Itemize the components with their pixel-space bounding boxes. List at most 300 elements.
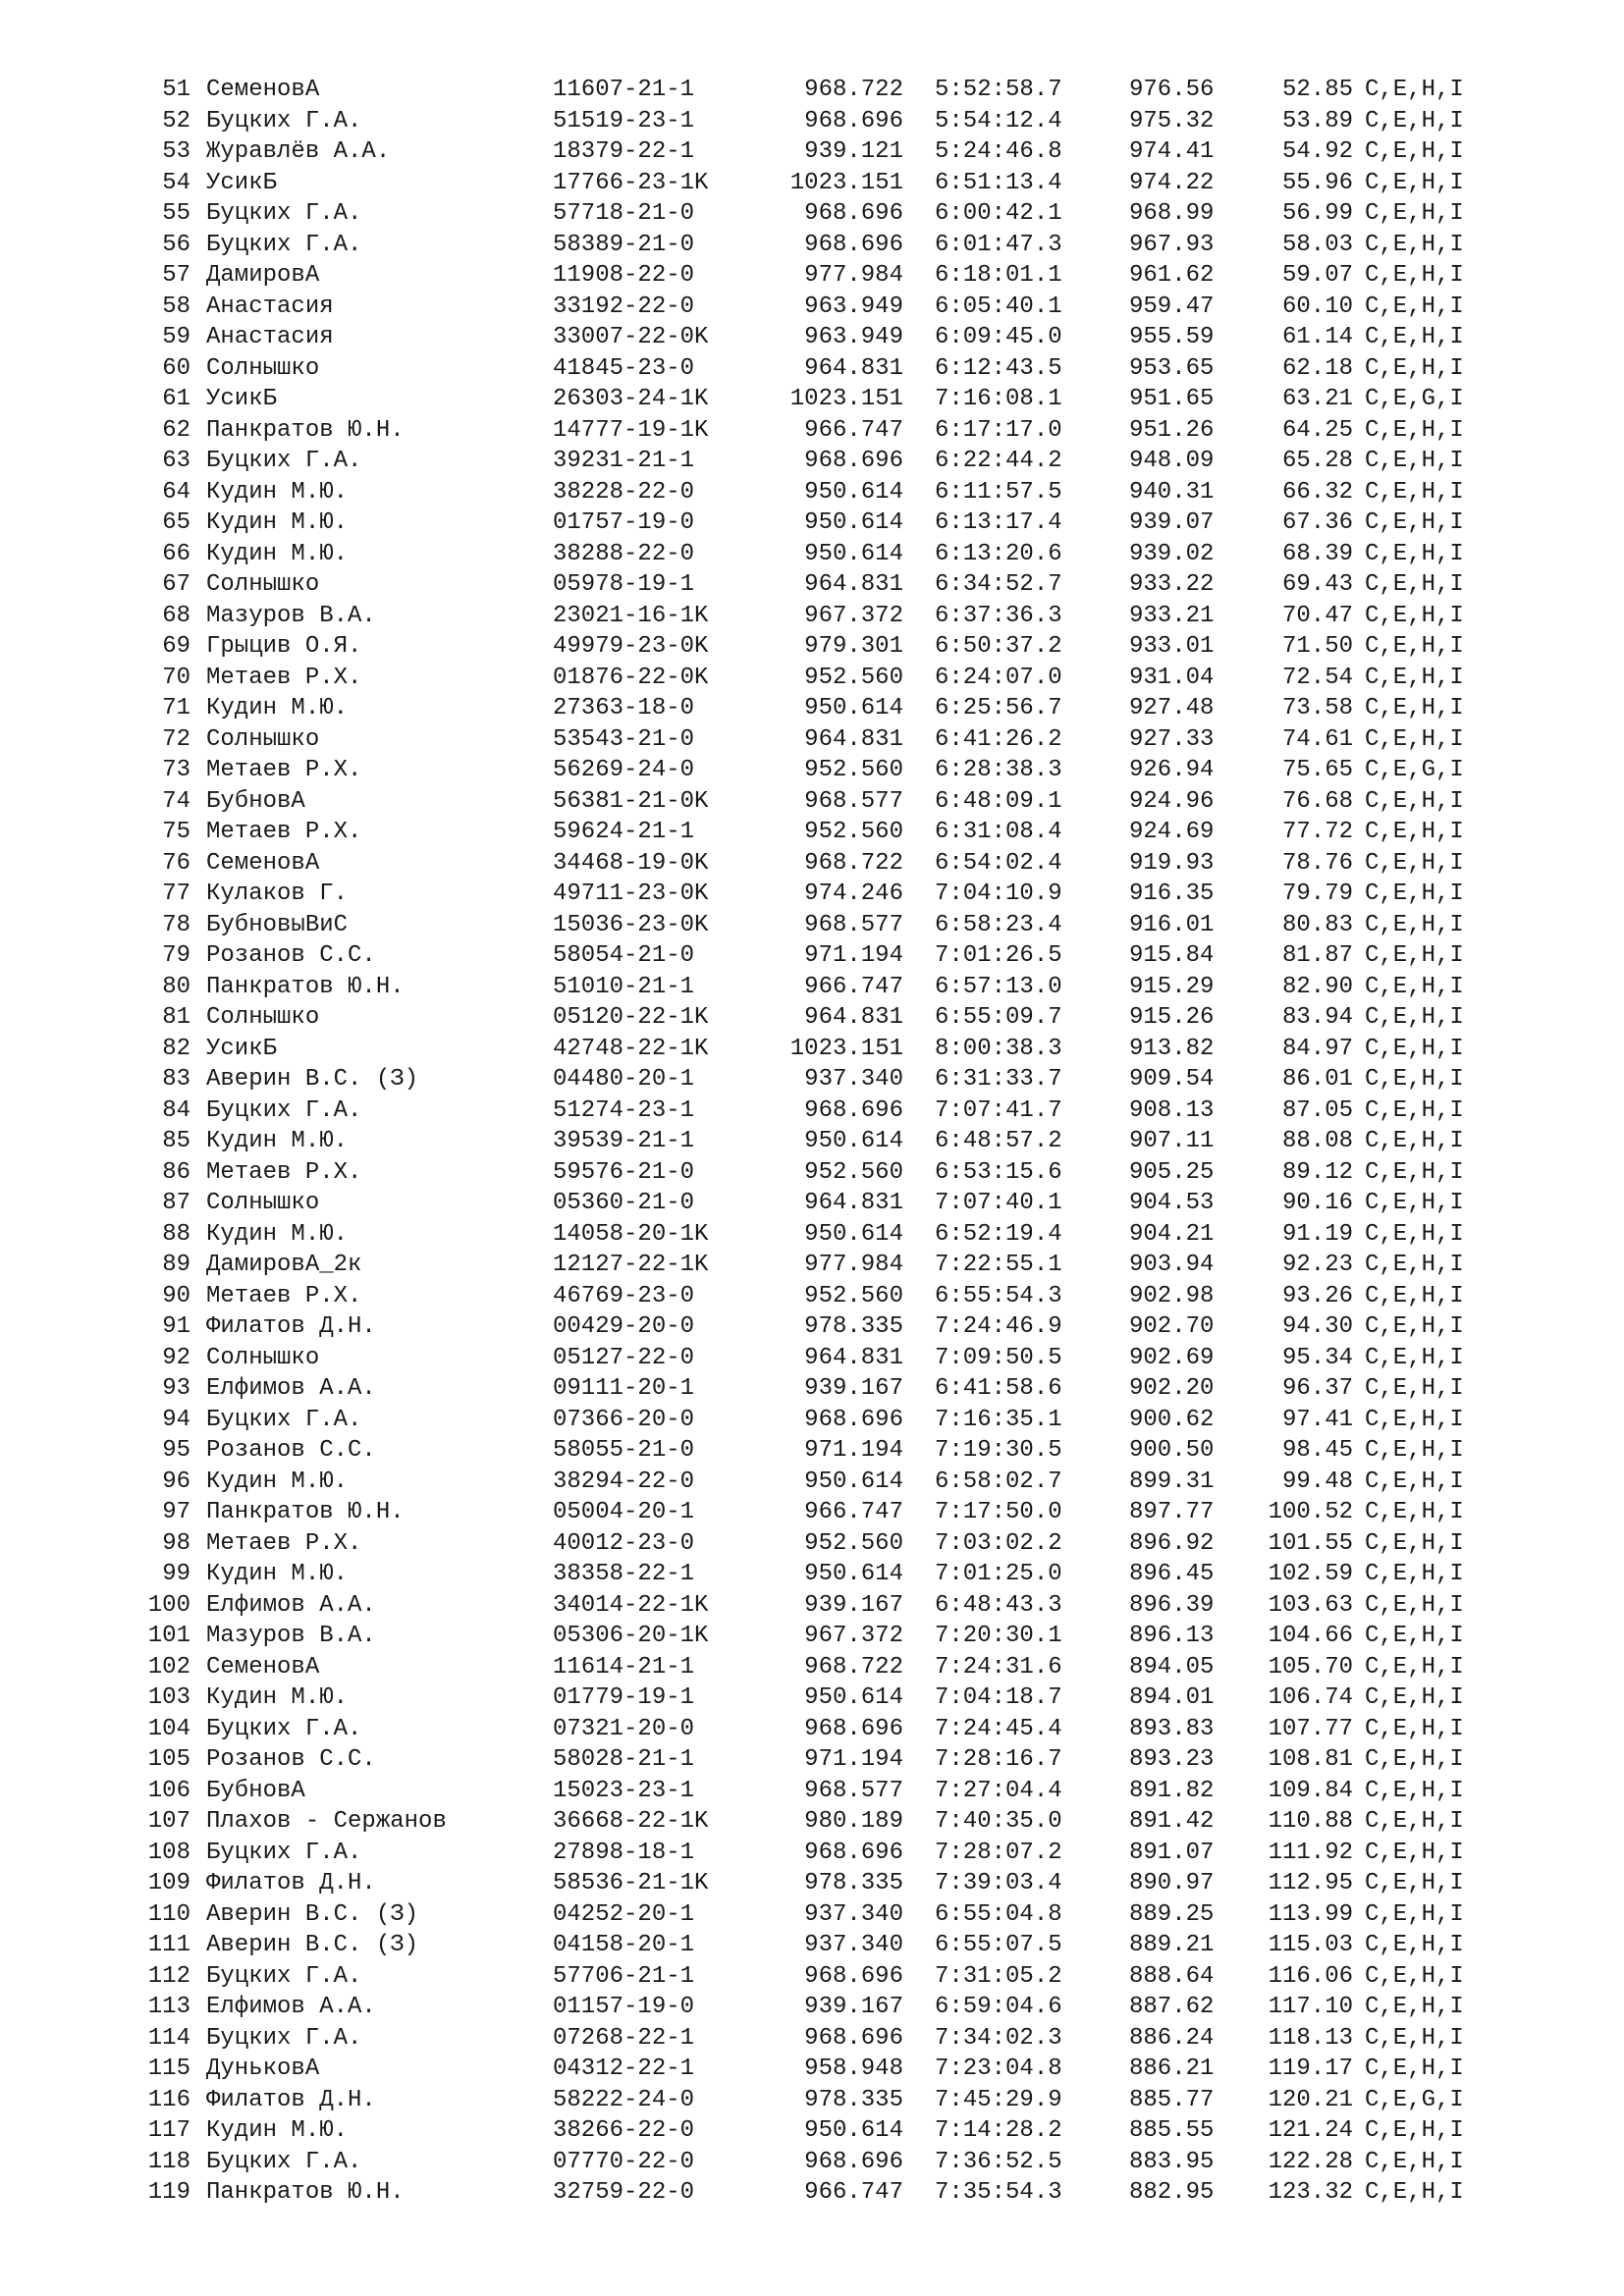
speed-value: 899.31 — [1129, 1468, 1215, 1495]
distance-value: 958.948 — [804, 2056, 903, 2082]
table-row — [0, 601, 1624, 632]
flight-time: 6:31:08.4 — [935, 819, 1062, 845]
speed-value: 904.53 — [1129, 1190, 1215, 1216]
table-row — [0, 631, 1624, 663]
speed-value: 891.42 — [1129, 1808, 1215, 1835]
speed-value: 896.39 — [1129, 1591, 1215, 1619]
class-codes: C,E,H,I — [1365, 200, 1464, 227]
flight-time: 6:13:20.6 — [935, 540, 1062, 567]
place-number: 80 — [162, 973, 190, 1000]
place-number: 65 — [162, 509, 190, 536]
ring-number: 38358-22-1 — [553, 1561, 695, 1587]
place-number: 68 — [162, 602, 190, 629]
participant-name: СеменовА — [206, 849, 320, 877]
class-codes: C,E,H,I — [1365, 849, 1464, 877]
distance-value: 980.189 — [804, 1808, 903, 1835]
place-number: 57 — [162, 262, 190, 289]
ring-number: 00429-20-0 — [553, 1313, 695, 1340]
table-row — [0, 1838, 1624, 1869]
speed-value: 967.93 — [1129, 231, 1215, 258]
class-codes: C,E,H,I — [1365, 1962, 1464, 1990]
table-row — [0, 2177, 1624, 2209]
table-row — [0, 910, 1624, 941]
flight-time: 7:04:18.7 — [935, 1684, 1062, 1711]
place-number: 112 — [147, 1962, 190, 1990]
class-codes: C,E,H,I — [1365, 1437, 1464, 1464]
place-number: 87 — [162, 1190, 190, 1216]
speed-value: 953.65 — [1129, 354, 1215, 382]
points-value: 81.87 — [1281, 942, 1353, 969]
table-row — [0, 1744, 1624, 1776]
class-codes: C,E,H,I — [1365, 2179, 1464, 2206]
ring-number: 12127-22-1K — [553, 1252, 709, 1278]
points-value: 75.65 — [1281, 757, 1353, 783]
place-number: 63 — [162, 448, 190, 474]
table-row — [0, 1064, 1624, 1095]
speed-value: 974.41 — [1129, 138, 1215, 165]
speed-value: 909.54 — [1129, 1066, 1215, 1093]
place-number: 82 — [162, 1035, 190, 1062]
participant-name: Метаев Р.Х. — [206, 819, 362, 845]
ring-number: 15036-23-0K — [553, 911, 709, 938]
points-value: 82.90 — [1281, 973, 1353, 1000]
distance-value: 977.984 — [804, 1252, 903, 1278]
participant-name: Мазуров В.А. — [206, 602, 376, 629]
flight-time: 7:03:02.2 — [935, 1529, 1062, 1557]
results-table — [0, 75, 1624, 2209]
place-number: 106 — [147, 1777, 190, 1804]
participant-name: Метаев Р.Х. — [206, 1529, 362, 1557]
ring-number: 04312-22-1 — [553, 2056, 695, 2082]
speed-value: 916.01 — [1129, 911, 1215, 938]
place-number: 100 — [147, 1591, 190, 1619]
speed-value: 955.59 — [1129, 324, 1215, 350]
ring-number: 15023-23-1 — [553, 1777, 695, 1804]
speed-value: 976.56 — [1129, 77, 1215, 103]
speed-value: 926.94 — [1129, 757, 1215, 783]
speed-value: 896.92 — [1129, 1529, 1215, 1557]
ring-number: 14058-20-1K — [553, 1220, 709, 1248]
place-number: 59 — [162, 324, 190, 350]
speed-value: 975.32 — [1129, 107, 1215, 134]
speed-value: 886.21 — [1129, 2056, 1215, 2082]
ring-number: 07366-20-0 — [553, 1406, 695, 1433]
class-codes: C,E,H,I — [1365, 1900, 1464, 1928]
table-row — [0, 1652, 1624, 1683]
ring-number: 04158-20-1 — [553, 1932, 695, 1958]
participant-name: СеменовА — [206, 77, 320, 103]
speed-value: 890.97 — [1129, 1870, 1215, 1896]
speed-value: 894.01 — [1129, 1684, 1215, 1711]
ring-number: 58055-21-0 — [553, 1437, 695, 1464]
class-codes: C,E,H,I — [1365, 633, 1464, 660]
points-value: 78.76 — [1281, 849, 1353, 877]
speed-value: 915.26 — [1129, 1004, 1215, 1031]
ring-number: 11614-21-1 — [553, 1653, 695, 1681]
speed-value: 889.25 — [1129, 1900, 1215, 1928]
class-codes: C,E,H,I — [1365, 1252, 1464, 1278]
participant-name: УсикБ — [206, 169, 278, 196]
flight-time: 6:59:04.6 — [935, 1994, 1062, 2020]
distance-value: 950.614 — [804, 1468, 903, 1495]
speed-value: 940.31 — [1129, 478, 1215, 506]
class-codes: C,E,H,I — [1365, 2117, 1464, 2144]
points-value: 92.23 — [1281, 1252, 1353, 1278]
place-number: 90 — [162, 1282, 190, 1309]
points-value: 87.05 — [1281, 1096, 1353, 1124]
ring-number: 14777-19-1K — [553, 416, 709, 444]
points-value: 112.95 — [1268, 1870, 1353, 1896]
participant-name: Метаев Р.Х. — [206, 757, 362, 783]
flight-time: 7:24:45.4 — [935, 1715, 1062, 1742]
ring-number: 57706-21-1 — [553, 1962, 695, 1990]
participant-name: Буцких Г.А. — [206, 1962, 362, 1990]
participant-name: Кулаков Г. — [206, 881, 349, 907]
participant-name: Буцких Г.А. — [206, 231, 362, 258]
place-number: 116 — [147, 2086, 190, 2113]
points-value: 122.28 — [1268, 2148, 1353, 2175]
participant-name: Буцких Г.А. — [206, 2024, 362, 2052]
distance-value: 967.372 — [804, 602, 903, 629]
participant-name: Панкратов Ю.Н. — [206, 1499, 405, 1525]
flight-time: 7:07:40.1 — [935, 1190, 1062, 1216]
class-codes: C,E,H,I — [1365, 973, 1464, 1000]
points-value: 86.01 — [1281, 1066, 1353, 1093]
distance-value: 978.335 — [804, 1313, 903, 1340]
class-codes: C,E,H,I — [1365, 1591, 1464, 1619]
speed-value: 883.95 — [1129, 2148, 1215, 2175]
class-codes: C,E,H,I — [1365, 1932, 1464, 1958]
distance-value: 1023.151 — [789, 169, 903, 196]
participant-name: Кудин М.Ю. — [206, 540, 349, 567]
points-value: 111.92 — [1268, 1839, 1353, 1866]
flight-time: 5:52:58.7 — [935, 77, 1062, 103]
place-number: 111 — [147, 1932, 190, 1958]
table-row — [0, 569, 1624, 601]
participant-name: Солнышко — [206, 725, 320, 753]
participant-name: Филатов Д.Н. — [206, 2086, 376, 2113]
participant-name: Анастасия — [206, 293, 334, 320]
ring-number: 01876-22-0K — [553, 664, 709, 691]
distance-value: 966.747 — [804, 416, 903, 444]
table-row — [0, 1157, 1624, 1189]
ring-number: 59624-21-1 — [553, 819, 695, 845]
table-row — [0, 2054, 1624, 2085]
class-codes: C,E,H,I — [1365, 787, 1464, 815]
table-row — [0, 1621, 1624, 1652]
speed-value: 889.21 — [1129, 1932, 1215, 1958]
distance-value: 967.372 — [804, 1623, 903, 1649]
participant-name: Розанов С.С. — [206, 1746, 376, 1773]
distance-value: 937.340 — [804, 1066, 903, 1093]
points-value: 54.92 — [1281, 138, 1353, 165]
place-number: 91 — [162, 1313, 190, 1340]
class-codes: C,E,H,I — [1365, 416, 1464, 444]
distance-value: 968.696 — [804, 448, 903, 474]
place-number: 73 — [162, 757, 190, 783]
place-number: 71 — [162, 695, 190, 721]
flight-time: 6:22:44.2 — [935, 448, 1062, 474]
class-codes: C,E,H,I — [1365, 107, 1464, 134]
participant-name: БубновА — [206, 1777, 305, 1804]
flight-time: 6:55:04.8 — [935, 1900, 1062, 1928]
table-row — [0, 1126, 1624, 1157]
speed-value: 968.99 — [1129, 200, 1215, 227]
ring-number: 41845-23-0 — [553, 354, 695, 382]
speed-value: 894.05 — [1129, 1653, 1215, 1681]
points-value: 100.52 — [1268, 1499, 1353, 1525]
participant-name: БубновыВиС — [206, 911, 349, 938]
points-value: 101.55 — [1268, 1529, 1353, 1557]
ring-number: 46769-23-0 — [553, 1282, 695, 1309]
place-number: 85 — [162, 1128, 190, 1154]
points-value: 117.10 — [1268, 1994, 1353, 2020]
points-value: 62.18 — [1281, 354, 1353, 382]
points-value: 115.03 — [1268, 1932, 1353, 1958]
points-value: 99.48 — [1281, 1468, 1353, 1495]
participant-name: Буцких Г.А. — [206, 2148, 362, 2175]
place-number: 83 — [162, 1066, 190, 1093]
points-value: 63.21 — [1281, 386, 1353, 412]
distance-value: 964.831 — [804, 354, 903, 382]
flight-time: 7:16:35.1 — [935, 1406, 1062, 1433]
participant-name: Елфимов А.А. — [206, 1375, 376, 1402]
points-value: 105.70 — [1268, 1653, 1353, 1681]
class-codes: C,E,H,I — [1365, 1128, 1464, 1154]
ring-number: 58389-21-0 — [553, 231, 695, 258]
ring-number: 11607-21-1 — [553, 77, 695, 103]
points-value: 79.79 — [1281, 881, 1353, 907]
ring-number: 05127-22-0 — [553, 1344, 695, 1371]
table-row — [0, 1714, 1624, 1745]
participant-name: Аверин В.С. (З) — [206, 1066, 419, 1093]
flight-time: 7:07:41.7 — [935, 1096, 1062, 1124]
participant-name: Мазуров В.А. — [206, 1623, 376, 1649]
table-row — [0, 1590, 1624, 1622]
class-codes: C,E,H,I — [1365, 2024, 1464, 2052]
flight-time: 7:40:35.0 — [935, 1808, 1062, 1835]
flight-time: 6:18:01.1 — [935, 262, 1062, 289]
speed-value: 924.96 — [1129, 787, 1215, 815]
ring-number: 05360-21-0 — [553, 1190, 695, 1216]
speed-value: 900.50 — [1129, 1437, 1215, 1464]
place-number: 58 — [162, 293, 190, 320]
place-number: 95 — [162, 1437, 190, 1464]
flight-time: 6:48:43.3 — [935, 1591, 1062, 1619]
table-row — [0, 292, 1624, 323]
flight-time: 6:17:17.0 — [935, 416, 1062, 444]
speed-value: 916.35 — [1129, 881, 1215, 907]
table-row — [0, 1311, 1624, 1343]
points-value: 58.03 — [1281, 231, 1353, 258]
class-codes: C,E,H,I — [1365, 1313, 1464, 1340]
ring-number: 58536-21-1K — [553, 1870, 709, 1896]
participant-name: Елфимов А.А. — [206, 1591, 376, 1619]
class-codes: C,E,H,I — [1365, 1870, 1464, 1896]
points-value: 121.24 — [1268, 2117, 1353, 2144]
flight-time: 6:58:02.7 — [935, 1468, 1062, 1495]
ring-number: 34468-19-0K — [553, 849, 709, 877]
distance-value: 937.340 — [804, 1900, 903, 1928]
table-row — [0, 1992, 1624, 2023]
ring-number: 42748-22-1K — [553, 1035, 709, 1062]
place-number: 118 — [147, 2148, 190, 2175]
distance-value: 968.577 — [804, 911, 903, 938]
participant-name: Кудин М.Ю. — [206, 1561, 349, 1587]
points-value: 110.88 — [1268, 1808, 1353, 1835]
table-row — [0, 446, 1624, 477]
points-value: 53.89 — [1281, 107, 1353, 134]
place-number: 119 — [147, 2179, 190, 2206]
flight-time: 7:34:02.3 — [935, 2024, 1062, 2052]
participant-name: Метаев Р.Х. — [206, 1282, 362, 1309]
class-codes: C,E,H,I — [1365, 1344, 1464, 1371]
speed-value: 974.22 — [1129, 169, 1215, 196]
participant-name: ДуньковА — [206, 2056, 320, 2082]
class-codes: C,E,H,I — [1365, 1468, 1464, 1495]
place-number: 67 — [162, 571, 190, 598]
place-number: 104 — [147, 1715, 190, 1742]
table-row — [0, 1034, 1624, 1065]
place-number: 108 — [147, 1839, 190, 1866]
table-row — [0, 1219, 1624, 1251]
distance-value: 974.246 — [804, 881, 903, 907]
table-row — [0, 1497, 1624, 1528]
place-number: 64 — [162, 478, 190, 506]
speed-value: 924.69 — [1129, 819, 1215, 845]
place-number: 75 — [162, 819, 190, 845]
table-row — [0, 2023, 1624, 2055]
points-value: 64.25 — [1281, 416, 1353, 444]
table-row — [0, 1343, 1624, 1374]
speed-value: 933.01 — [1129, 633, 1215, 660]
participant-name: Буцких Г.А. — [206, 200, 362, 227]
ring-number: 49711-23-0K — [553, 881, 709, 907]
flight-time: 7:24:31.6 — [935, 1653, 1062, 1681]
flight-time: 6:55:07.5 — [935, 1932, 1062, 1958]
participant-name: Аверин В.С. (З) — [206, 1932, 419, 1958]
speed-value: 933.22 — [1129, 571, 1215, 598]
table-row — [0, 1559, 1624, 1590]
participant-name: Кудин М.Ю. — [206, 695, 349, 721]
flight-time: 7:24:46.9 — [935, 1313, 1062, 1340]
ring-number: 05120-22-1K — [553, 1004, 709, 1031]
points-value: 91.19 — [1281, 1220, 1353, 1248]
table-row — [0, 693, 1624, 724]
ring-number: 04480-20-1 — [553, 1066, 695, 1093]
class-codes: C,E,H,I — [1365, 664, 1464, 691]
flight-time: 8:00:38.3 — [935, 1035, 1062, 1062]
table-row — [0, 1930, 1624, 1961]
class-codes: C,E,H,I — [1365, 540, 1464, 567]
place-number: 70 — [162, 664, 190, 691]
flight-time: 6:28:38.3 — [935, 757, 1062, 783]
distance-value: 950.614 — [804, 478, 903, 506]
ring-number: 05004-20-1 — [553, 1499, 695, 1525]
distance-value: 968.722 — [804, 1653, 903, 1681]
table-row — [0, 1250, 1624, 1281]
flight-time: 6:09:45.0 — [935, 324, 1062, 350]
distance-value: 966.747 — [804, 973, 903, 1000]
points-value: 96.37 — [1281, 1375, 1353, 1402]
flight-time: 7:27:04.4 — [935, 1777, 1062, 1804]
table-row — [0, 1373, 1624, 1405]
ring-number: 04252-20-1 — [553, 1900, 695, 1928]
points-value: 120.21 — [1268, 2086, 1353, 2113]
points-value: 102.59 — [1268, 1561, 1353, 1587]
distance-value: 950.614 — [804, 695, 903, 721]
speed-value: 885.55 — [1129, 2117, 1215, 2144]
participant-name: Анастасия — [206, 324, 334, 350]
participant-name: Солнышко — [206, 1344, 320, 1371]
speed-value: 893.83 — [1129, 1715, 1215, 1742]
ring-number: 39539-21-1 — [553, 1128, 695, 1154]
participant-name: Буцких Г.А. — [206, 1715, 362, 1742]
points-value: 103.63 — [1268, 1591, 1353, 1619]
flight-time: 7:28:07.2 — [935, 1839, 1062, 1866]
table-row — [0, 1435, 1624, 1467]
speed-value: 902.20 — [1129, 1375, 1215, 1402]
place-number: 86 — [162, 1158, 190, 1186]
ring-number: 39231-21-1 — [553, 448, 695, 474]
distance-value: 937.340 — [804, 1932, 903, 1958]
participant-name: Грыцив О.Я. — [206, 633, 362, 660]
class-codes: C,E,H,I — [1365, 1282, 1464, 1309]
place-number: 74 — [162, 787, 190, 815]
points-value: 93.26 — [1281, 1282, 1353, 1309]
table-row — [0, 136, 1624, 168]
table-row — [0, 1868, 1624, 1899]
distance-value: 952.560 — [804, 1158, 903, 1186]
class-codes: C,E,H,I — [1365, 911, 1464, 938]
participant-name: УсикБ — [206, 386, 278, 412]
distance-value: 950.614 — [804, 2117, 903, 2144]
participant-name: Елфимов А.А. — [206, 1994, 376, 2020]
speed-value: 913.82 — [1129, 1035, 1215, 1062]
points-value: 60.10 — [1281, 293, 1353, 320]
table-row — [0, 1682, 1624, 1714]
distance-value: 966.747 — [804, 2179, 903, 2206]
points-value: 88.08 — [1281, 1128, 1353, 1154]
ring-number: 49979-23-0K — [553, 633, 709, 660]
points-value: 116.06 — [1268, 1962, 1353, 1990]
table-row — [0, 1899, 1624, 1931]
distance-value: 952.560 — [804, 664, 903, 691]
speed-value: 891.82 — [1129, 1777, 1215, 1804]
speed-value: 886.24 — [1129, 2024, 1215, 2052]
ring-number: 56381-21-0K — [553, 787, 709, 815]
flight-time: 6:25:56.7 — [935, 695, 1062, 721]
flight-time: 5:54:12.4 — [935, 107, 1062, 134]
participant-name: Филатов Д.Н. — [206, 1313, 376, 1340]
flight-time: 6:24:07.0 — [935, 664, 1062, 691]
ring-number: 05306-20-1K — [553, 1623, 709, 1649]
speed-value: 951.26 — [1129, 416, 1215, 444]
points-value: 89.12 — [1281, 1158, 1353, 1186]
points-value: 66.32 — [1281, 478, 1353, 506]
flight-time: 6:34:52.7 — [935, 571, 1062, 598]
speed-value: 939.07 — [1129, 509, 1215, 536]
place-number: 66 — [162, 540, 190, 567]
speed-value: 915.84 — [1129, 942, 1215, 969]
class-codes: C,E,H,I — [1365, 1746, 1464, 1773]
distance-value: 939.167 — [804, 1591, 903, 1619]
flight-time: 7:01:26.5 — [935, 942, 1062, 969]
ring-number: 33007-22-0K — [553, 324, 709, 350]
speed-value: 933.21 — [1129, 602, 1215, 629]
speed-value: 931.04 — [1129, 664, 1215, 691]
flight-time: 7:23:04.8 — [935, 2056, 1062, 2082]
